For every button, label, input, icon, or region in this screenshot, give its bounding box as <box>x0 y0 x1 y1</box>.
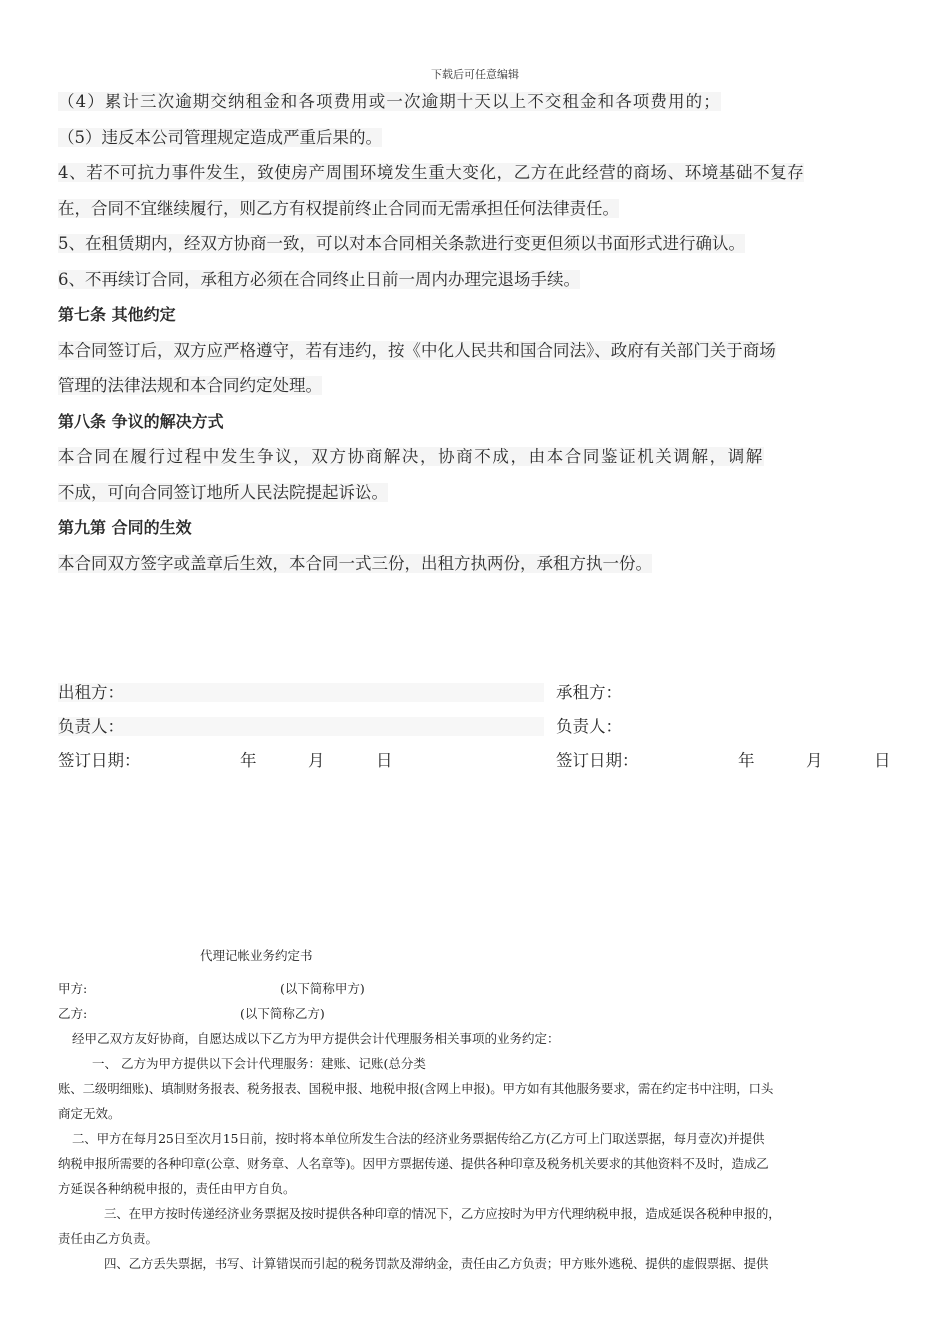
lessor-label: 出租方： <box>58 683 544 702</box>
party-a-note: (以下简称甲方) <box>280 981 365 996</box>
article-7-line1: 本合同签订后，双方应严格遵守，若有违约，按《中化人民共和国合同法》、政府有关部门关于商场 <box>58 340 776 360</box>
agreement-title: 代理记帐业务约定书 <box>200 948 313 963</box>
party-b-label: 乙方: <box>58 1006 88 1021</box>
lessee-year: 年 <box>738 751 755 770</box>
lessor-signature-block <box>58 676 544 778</box>
agreement-intro: 经甲乙双方友好协商，自愿达成以下乙方为甲方提供会计代理服务相关事项的业务约定： <box>72 1031 560 1046</box>
article-8-line2: 不成，可向合同签订地所人民法院提起诉讼。 <box>58 482 388 502</box>
lessor-date-label: 签订日期： <box>58 751 141 770</box>
article-7-heading: 第七条 其他约定 <box>58 305 176 324</box>
article-9-heading: 第九第 合同的生效 <box>58 518 192 537</box>
item-2-line3: 方延误各种纳税申报的，责任由甲方自负。 <box>58 1181 296 1196</box>
agreement-body <box>58 1026 898 1276</box>
item-2-line1: 二、甲方在每月25日至次月15日前，按时将本单位所发生合法的经济业务票据传给乙方(乙方可上门取送票据，每月壹次)并提供 <box>72 1131 765 1146</box>
lessor-person-label: 负责人： <box>58 717 544 736</box>
lessee-label: 承租方： <box>556 683 622 702</box>
party-a-label: 甲方: <box>58 981 88 996</box>
party-b-note: (以下简称乙方) <box>240 1006 325 1021</box>
item-5-text: 5、在租赁期内，经双方协商一致，可以对本合同相关条款进行变更但须以书面形式进行确认。 <box>58 234 745 253</box>
item-4-line1: 4、若不可抗力事件发生，致使房产周围环境发生重大变化，乙方在此经营的商场、环境基础不复存 <box>58 163 805 182</box>
lessor-year: 年 <box>240 751 257 770</box>
item-3-line1: 三、在甲方按时传递经济业务票据及按时提供各种印章的情况下，乙方应按时为甲方代理纳税申报，造成延误各税种申报的， <box>104 1206 781 1221</box>
article-7-line2: 管理的法律法规和本合同约定处理。 <box>58 376 322 395</box>
article-8-line1: 本合同在履行过程中发生争议，双方协商解决，协商不成，由本合同鉴证机关调解，调解 <box>58 447 764 466</box>
lessee-date-label: 签订日期： <box>556 751 639 770</box>
lessee-signature-block <box>556 676 891 778</box>
lessor-day: 日 <box>376 751 393 770</box>
article-8-heading: 第八条 争议的解决方式 <box>58 411 224 431</box>
lessor-month: 月 <box>308 751 325 770</box>
header-note: 下载后可任意编辑 <box>431 68 519 81</box>
clause-5-text: （5）违反本公司管理规定造成严重后果的。 <box>58 127 382 147</box>
item-1-line3: 商定无效。 <box>58 1106 121 1121</box>
lessee-person-label: 负责人： <box>556 717 622 736</box>
party-a-line <box>58 976 365 1001</box>
item-3-line2: 责任由乙方负责。 <box>58 1231 159 1246</box>
clause-4-text: （4）累计三次逾期交纳租金和各项费用或一次逾期十天以上不交租金和各项费用的； <box>58 92 721 111</box>
item-2-line2: 纳税申报所需要的各种印章(公章、财务章、人名章等)。因甲方票据传递、提供各种印章及税务机关要求的其他资料不及时，造成乙 <box>58 1156 769 1171</box>
contract-clauses <box>58 84 898 581</box>
item-1-line2: 账、二级明细账)、填制财务报表、税务报表、国税申报、地税申报(含网上申报)。甲方如有其他服务要求，需在约定书中注明，口头 <box>58 1081 774 1096</box>
item-1-line1: 一、 乙方为甲方提供以下会计代理服务：建账、记账(总分类 <box>92 1056 426 1071</box>
lessee-day: 日 <box>874 751 891 770</box>
item-6-text: 6、不再续订合同，承租方必须在合同终止日前一周内办理完退场手续。 <box>58 269 580 289</box>
article-9-text: 本合同双方签字或盖章后生效，本合同一式三份，出租方执两份，承租方执一份。 <box>58 553 652 573</box>
party-b-line <box>58 1001 325 1026</box>
item-4-line2: 在，合同不宜继续履行，则乙方有权提前终止合同而无需承担任何法律责任。 <box>58 198 619 218</box>
item-4-line1: 四、乙方丢失票据，书写、计算错误而引起的税务罚款及滞纳金，责任由乙方负责；甲方账外逃税、提供的虚假票据、提供 <box>104 1256 769 1271</box>
lessee-month: 月 <box>806 751 823 770</box>
